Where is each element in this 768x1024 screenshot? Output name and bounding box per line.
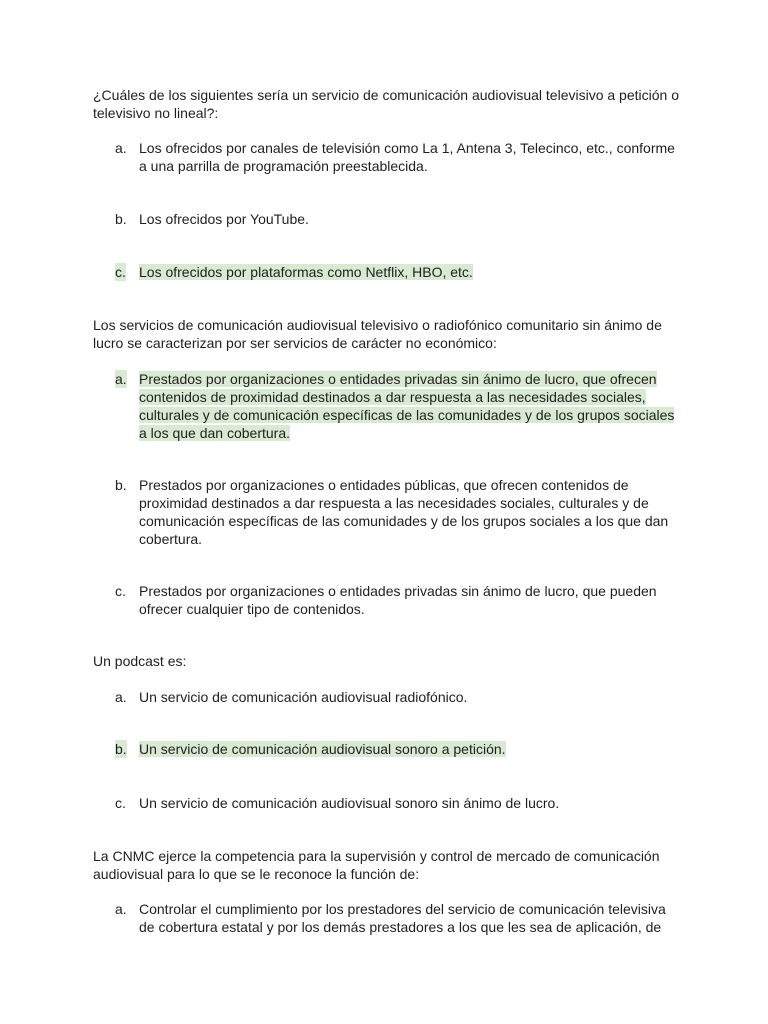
option-text: Prestados por organizaciones o entidades privadas sin ánimo de lucro, que pueden ofrecer cualquier tipo de contenidos. <box>139 583 657 617</box>
option-marker: a. <box>115 371 127 387</box>
option-marker: b. <box>115 741 127 757</box>
question-1-option-c <box>93 263 683 281</box>
question-3-option-c <box>93 794 683 812</box>
option-text: Controlar el cumplimiento por los prestadores del servicio de comunicación televisiva de cobertura estatal y por los demás prestadores a los que les sea de aplicación, de <box>139 901 666 935</box>
answer-option-c <box>93 263 683 281</box>
answer-list <box>93 139 683 175</box>
question-3-option-b <box>93 740 683 758</box>
answer-option-a <box>93 688 683 706</box>
question-text: La CNMC ejerce la competencia para la supervisión y control de mercado de comunicación audiovisual para lo que se le reconoce la función de: <box>93 848 660 882</box>
question-3-option-a <box>93 688 683 706</box>
answer-option-b <box>93 476 683 548</box>
answer-option-b <box>93 740 683 758</box>
question-2-option-a <box>93 370 683 442</box>
option-marker: a. <box>115 689 127 705</box>
question-1 <box>93 86 683 175</box>
question-text: Los servicios de comunicación audiovisual televisivo o radiofónico comunitario sin ánimo de lucro se caracterizan por ser servicios de carácter no económico: <box>93 317 662 351</box>
option-marker: a. <box>115 140 127 156</box>
question-2 <box>93 316 683 352</box>
option-text: Un servicio de comunicación audiovisual radiofónico. <box>139 689 468 705</box>
question-1-option-b <box>93 210 683 228</box>
answer-option-a <box>93 900 683 936</box>
option-marker: b. <box>115 211 127 227</box>
option-marker: a. <box>115 901 127 917</box>
option-text: Los ofrecidos por canales de televisión como La 1, Antena 3, Telecinco, etc., conforme a una parrilla de programación preestablecida. <box>139 140 675 174</box>
question-2-option-b <box>93 476 683 548</box>
option-text: Los ofrecidos por YouTube. <box>139 211 309 227</box>
answer-option-c <box>93 794 683 812</box>
option-text: Prestados por organizaciones o entidades públicas, que ofrecen contenidos de proximidad destinados a dar respuesta a las necesidades sociales, culturales y de comunicación específicas de las comunidades y de los grupos sociales a los que dan cobertura. <box>139 477 669 547</box>
answer-option-a <box>93 139 683 175</box>
question-3 <box>93 652 683 670</box>
answer-option-c <box>93 582 683 618</box>
question-text: Un podcast es: <box>93 653 187 669</box>
option-text-highlighted: Un servicio de comunicación audiovisual sonoro a petición. <box>139 741 506 757</box>
option-text-highlighted: Los ofrecidos por plataformas como Netflix, HBO, etc. <box>139 264 473 280</box>
option-text-highlighted: Prestados por organizaciones o entidades privadas sin ánimo de lucro, que ofrecen contenidos de proximidad destinados a dar respuesta a las necesidades sociales, culturales y de comunicación específicas de las comunidades y de los grupos sociales a los que dan cobertura. <box>139 371 675 441</box>
option-marker: c. <box>115 583 126 599</box>
answer-option-a <box>93 370 683 442</box>
option-marker: c. <box>115 795 126 811</box>
question-4 <box>93 847 683 883</box>
option-marker: b. <box>115 477 127 493</box>
question-text: ¿Cuáles de los siguientes sería un servicio de comunicación audiovisual televisivo a petición o televisivo no lineal?: <box>93 87 679 121</box>
question-2-option-c <box>93 582 683 618</box>
option-marker: c. <box>115 264 126 280</box>
answer-option-b <box>93 210 683 228</box>
option-text: Un servicio de comunicación audiovisual sonoro sin ánimo de lucro. <box>139 795 560 811</box>
question-4-option-a <box>93 900 683 936</box>
